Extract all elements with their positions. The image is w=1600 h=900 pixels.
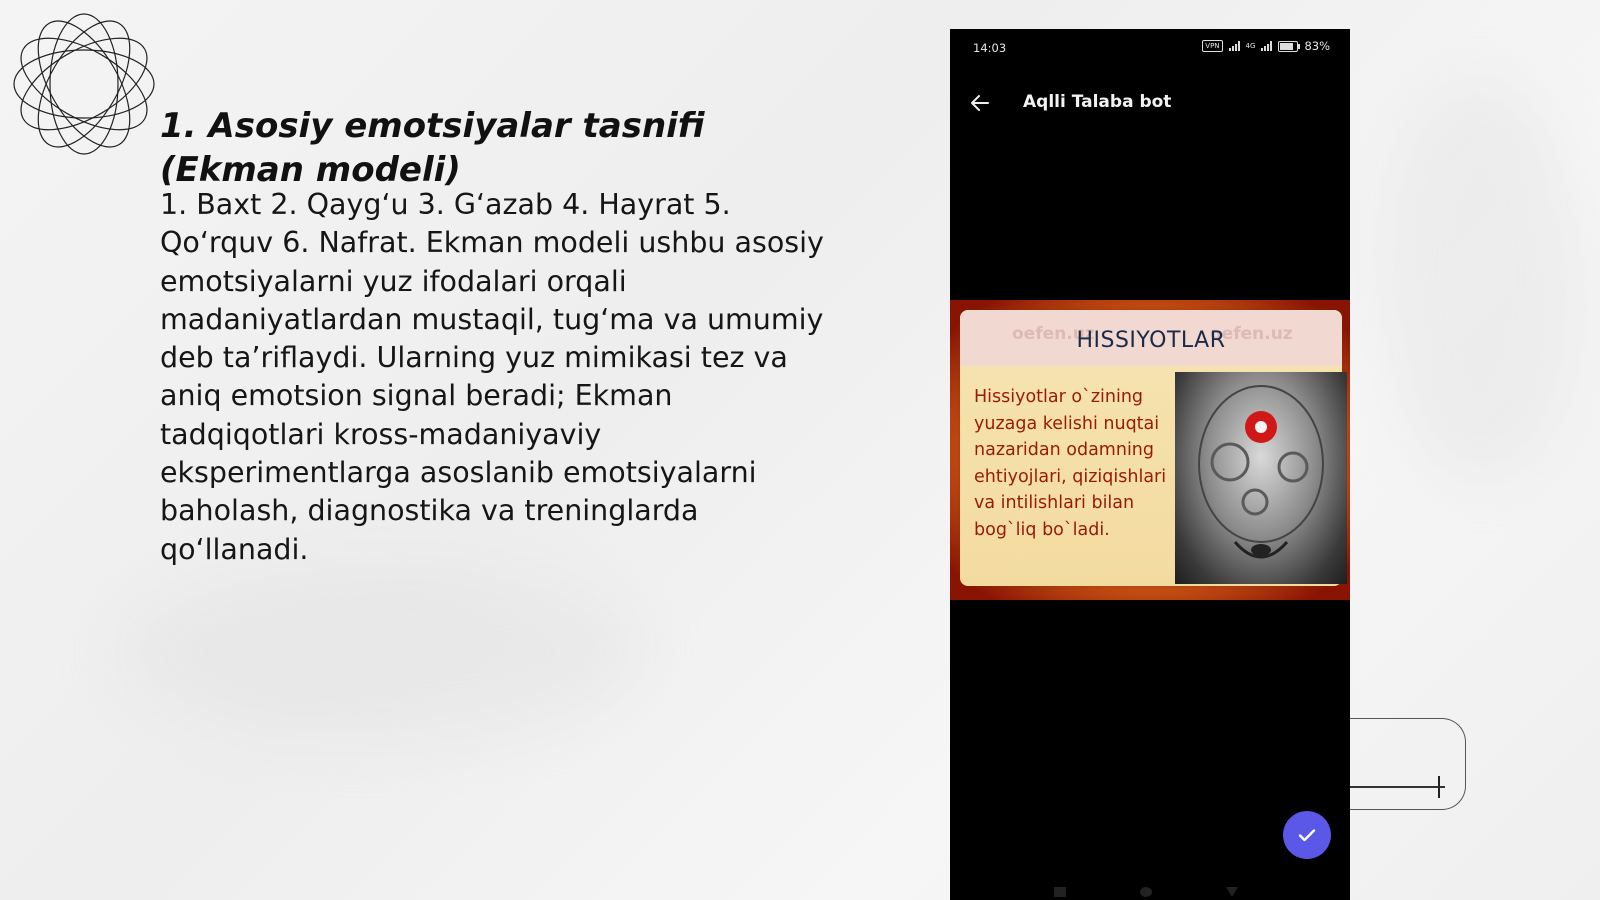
info-card [960, 310, 1342, 586]
arrow-left-icon[interactable] [968, 91, 992, 115]
card-text: Hissiyotlar o`zining yuzaga kelishi nuqtai nazaridan odamning ehtiyojlari, qiziqishlari va intilishlari bilan bog`liq bo`ladi. [974, 387, 1167, 540]
navigation-bar [950, 885, 1350, 899]
network-type: 4G [1245, 42, 1256, 50]
decorative-line [1350, 786, 1445, 788]
watermark-text: oefen.uz [1012, 324, 1095, 344]
status-icons [1202, 39, 1330, 53]
background-smudge [1380, 80, 1580, 480]
app-bar [950, 85, 1350, 121]
slide-body-text: 1. Baxt 2. Qayg‘u 3. G‘azab 4. Hayrat 5. Qo‘rquv 6. Nafrat. Ekman modeli ushbu asosiy emotsiyalarni yuz ifodalari orqali madaniyatlardan mustaqil, tug‘ma va umumiy deb ta’riflaydi. Ularning yuz mimikasi tez va aniq emotsion signal beradi; Ekman tadqiqotlari kross-madaniyaviy eksperimentlarga asoslanib emotsiyalarni baholash, diagnostika va treninglarda qo‘llanadi. [160, 188, 824, 566]
media-image[interactable] [950, 300, 1350, 600]
slide-title: 1. Asosiy emotsiyalar tasnifi (Ekman modeli) [160, 106, 705, 190]
home-icon[interactable] [1140, 887, 1152, 897]
head-illustration [1175, 372, 1347, 584]
recent-apps-icon[interactable] [1054, 887, 1066, 897]
status-bar [950, 29, 1350, 65]
back-nav-icon[interactable] [1226, 887, 1238, 897]
battery-icon [1278, 41, 1298, 52]
vpn-icon: VPN [1202, 40, 1222, 52]
phone-screenshot [950, 29, 1350, 900]
background-smudge [120, 560, 640, 740]
chat-title: Aqlli Talaba bot [1023, 92, 1172, 112]
signal-icon [1261, 41, 1272, 51]
card-header [960, 310, 1342, 366]
cursor-crosshair-icon [1438, 776, 1440, 798]
signal-icon [1229, 41, 1240, 51]
watermark-text: oefen.uz [1210, 324, 1293, 344]
spirograph-logo [10, 10, 158, 158]
send-confirm-button[interactable] [1283, 811, 1331, 859]
check-icon [1295, 823, 1319, 847]
battery-percent: 83% [1304, 39, 1330, 53]
card-title: HISSIYOTLAR [1076, 328, 1226, 353]
status-time: 14:03 [973, 41, 1007, 55]
decorative-rounded-frame [1350, 718, 1466, 810]
